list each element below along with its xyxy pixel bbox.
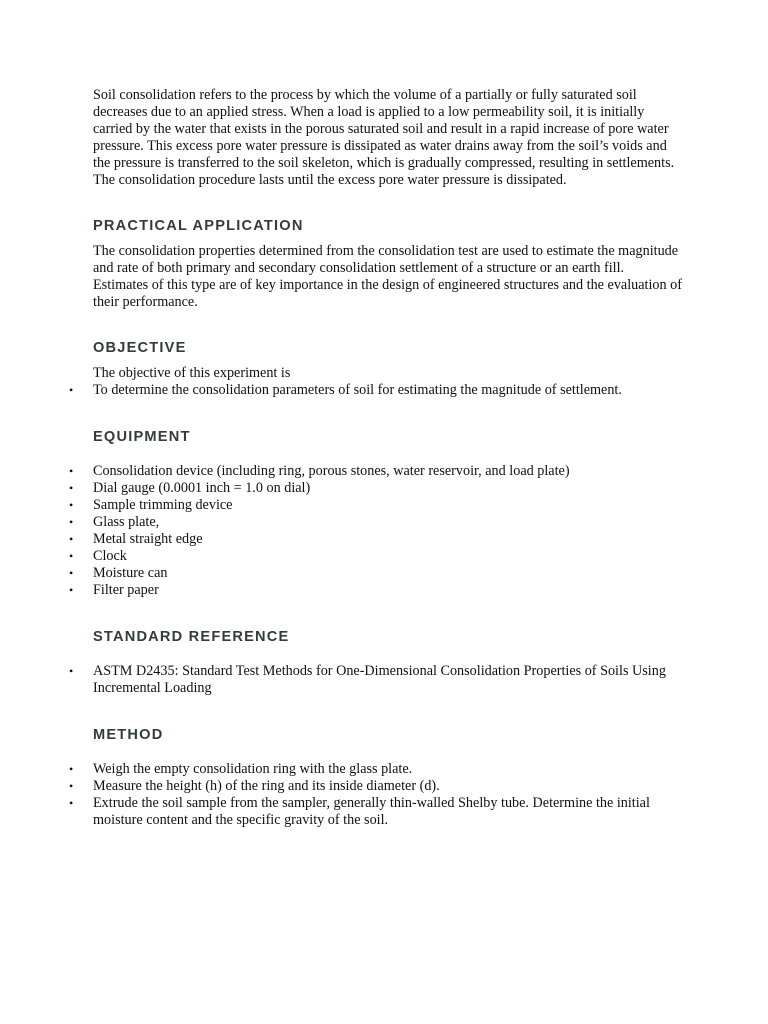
list-item: • ASTM D2435: Standard Test Methods for One-Dimensional Consolidation Properties of Soils Using Incremental Loading <box>69 663 666 696</box>
heading-method: METHOD <box>93 727 164 743</box>
list-item: • Consolidation device (including ring, porous stones, water reservoir, and load plate) <box>69 463 570 479</box>
heading-practical-application: PRACTICAL APPLICATION <box>93 218 304 234</box>
bullet-icon: • <box>69 664 74 678</box>
list-item: • Moisture can <box>69 565 168 581</box>
bullet-icon: • <box>69 549 74 563</box>
list-item: • To determine the consolidation parameters of soil for estimating the magnitude of settlement. <box>69 382 622 398</box>
list-item: • Dial gauge (0.0001 inch = 1.0 on dial) <box>69 480 311 496</box>
bullet-icon: • <box>69 762 74 776</box>
objective-intro: The objective of this experiment is <box>93 365 291 381</box>
practical-paragraph-2: Estimates of this type are of key importance in the design of engineered structures and the evaluation of their performance. <box>93 277 682 310</box>
bullet-icon: • <box>69 796 74 810</box>
heading-standard-reference: STANDARD REFERENCE <box>93 629 290 645</box>
intro-paragraph: Soil consolidation refers to the process by which the volume of a partially or fully saturated soil decreases due to an applied stress. When a load is applied to a low permeability soil, it is initially carried by the water that exists in the porous saturated soil and result in a rapid increase of pore water pressure. This excess pore water pressure is dissipated as water drains away from the soil’s voids and the pressure is transferred to the soil skeleton, which is gradually compressed, resulting in settlements. The consolidation procedure lasts until the excess pore water pressure is dissipated. <box>93 87 675 188</box>
bullet-icon: • <box>69 464 74 478</box>
equipment-list <box>69 463 683 599</box>
heading-objective: OBJECTIVE <box>93 340 187 356</box>
bullet-icon: • <box>69 383 74 397</box>
objective-list <box>69 382 683 399</box>
list-item: • Measure the height (h) of the ring and its inside diameter (d). <box>69 778 440 794</box>
bullet-icon: • <box>69 566 74 580</box>
list-item: • Clock <box>69 548 127 564</box>
list-item: • Weigh the empty consolidation ring with the glass plate. <box>69 761 413 777</box>
bullet-icon: • <box>69 498 74 512</box>
method-list <box>69 761 683 829</box>
bullet-icon: • <box>69 583 74 597</box>
standard-list <box>69 663 683 697</box>
heading-equipment: EQUIPMENT <box>93 429 191 445</box>
list-item: • Sample trimming device <box>69 497 233 513</box>
bullet-icon: • <box>69 779 74 793</box>
bullet-icon: • <box>69 515 74 529</box>
list-item: • Extrude the soil sample from the sampler, generally thin-walled Shelby tube. Determine the initial moisture content and the specific gravity of the soil. <box>69 795 650 828</box>
document-page <box>69 87 683 829</box>
list-item: • Glass plate, <box>69 514 160 530</box>
practical-paragraph-1: The consolidation properties determined from the consolidation test are used to estimate the magnitude and rate of both primary and secondary consolidation settlement of a structure or an earth fill. <box>93 243 679 276</box>
bullet-icon: • <box>69 481 74 495</box>
list-item: • Filter paper <box>69 582 159 598</box>
bullet-icon: • <box>69 532 74 546</box>
list-item: • Metal straight edge <box>69 531 203 547</box>
